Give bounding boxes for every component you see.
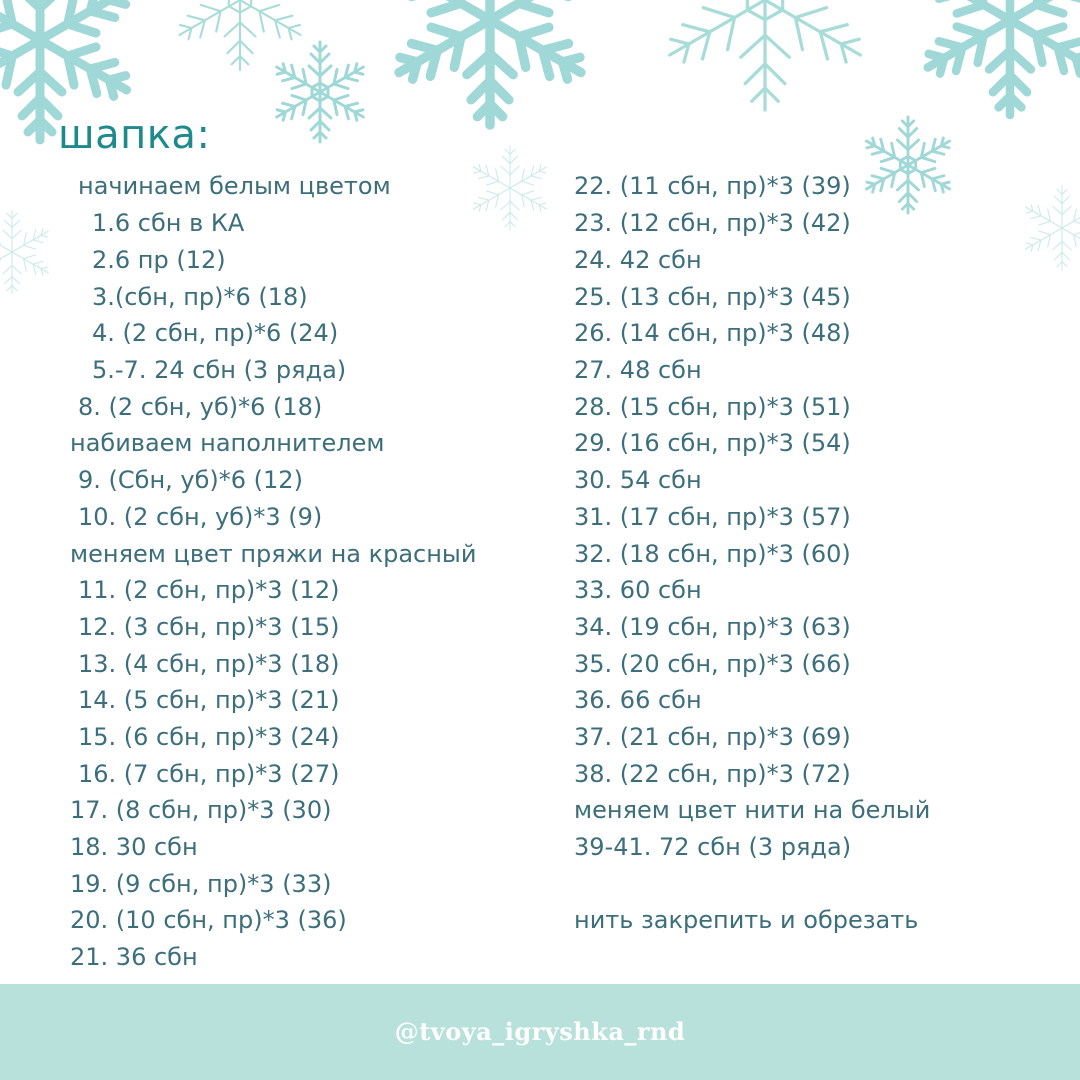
instruction-row: 13. (4 сбн, пр)*3 (18) [78,650,340,678]
instruction-row: 12. (3 сбн, пр)*3 (15) [78,613,340,641]
instruction-row: 4. (2 сбн, пр)*6 (24) [92,319,339,347]
snowflake-icon [0,210,53,294]
instruction-row: меняем цвет нити на белый [574,796,931,824]
instruction-row: 14. (5 сбн, пр)*3 (21) [78,686,340,714]
instruction-row: 21. 36 сбн [70,943,198,971]
instruction-row: 17. (8 сбн, пр)*3 (30) [70,796,332,824]
instruction-row: 35. (20 сбн, пр)*3 (66) [574,650,851,678]
instruction-row: 20. (10 сбн, пр)*3 (36) [70,906,347,934]
instruction-row: 29. (16 сбн, пр)*3 (54) [574,429,851,457]
instruction-row: 10. (2 сбн, уб)*3 (9) [78,503,323,531]
snowflake-icon [172,0,309,70]
snowflake-icon [917,0,1080,115]
instruction-row: 5.-7. 24 сбн (3 ряда) [92,356,347,384]
snowflake-icon [658,0,873,110]
instruction-row: 32. (18 сбн, пр)*3 (60) [574,540,851,568]
instruction-row: 25. (13 сбн, пр)*3 (45) [574,283,851,311]
instruction-row: 18. 30 сбн [70,833,198,861]
instruction-row: 27. 48 сбн [574,356,702,384]
instruction-row: 24. 42 сбн [574,246,702,274]
instruction-row: 2.6 пр (12) [92,246,226,274]
instruction-row: 28. (15 сбн, пр)*3 (51) [574,393,851,421]
instruction-row: 37. (21 сбн, пр)*3 (69) [574,723,851,751]
instruction-row: 3.(сбн, пр)*6 (18) [92,283,308,311]
instruction-row: нить закрепить и обрезать [574,906,919,934]
instruction-row: 34. (19 сбн, пр)*3 (63) [574,613,851,641]
instruction-row: 11. (2 сбн, пр)*3 (12) [78,576,340,604]
snowflake-icon [861,117,955,213]
page-title: шапка: [58,112,211,158]
instruction-row: 36. 66 сбн [574,686,702,714]
instruction-row: 26. (14 сбн, пр)*3 (48) [574,319,851,347]
instruction-row: 38. (22 сбн, пр)*3 (72) [574,760,851,788]
instruction-row: 23. (12 сбн, пр)*3 (42) [574,209,851,237]
author-handle: @tvoya_igryshka_rnd [394,1017,686,1046]
instruction-row: 22. (11 сбн, пр)*3 (39) [574,172,851,200]
instruction-row: 16. (7 сбн, пр)*3 (27) [78,760,340,788]
snowflake-icon [388,0,593,125]
snowflake-icon [1021,186,1080,270]
instruction-row: набиваем наполнителем [70,429,385,457]
instruction-row: 19. (9 сбн, пр)*3 (33) [70,870,332,898]
snowflake-icon [271,42,369,142]
instruction-row: 39-41. 72 сбн (3 ряда) [574,833,852,861]
instruction-row: 1.6 сбн в КА [92,209,245,237]
instruction-row: 9. (Сбн, уб)*6 (12) [78,466,303,494]
instruction-row: 15. (6 сбн, пр)*3 (24) [78,723,340,751]
instruction-row: меняем цвет пряжи на красный [70,540,477,568]
instruction-row: 30. 54 сбн [574,466,702,494]
snowflake-icon [469,146,551,230]
instruction-row: 8. (2 сбн, уб)*6 (18) [78,393,323,421]
instruction-row: начинаем белым цветом [78,172,391,200]
instruction-row: 33. 60 сбн [574,576,702,604]
instruction-row: 31. (17 сбн, пр)*3 (57) [574,503,851,531]
